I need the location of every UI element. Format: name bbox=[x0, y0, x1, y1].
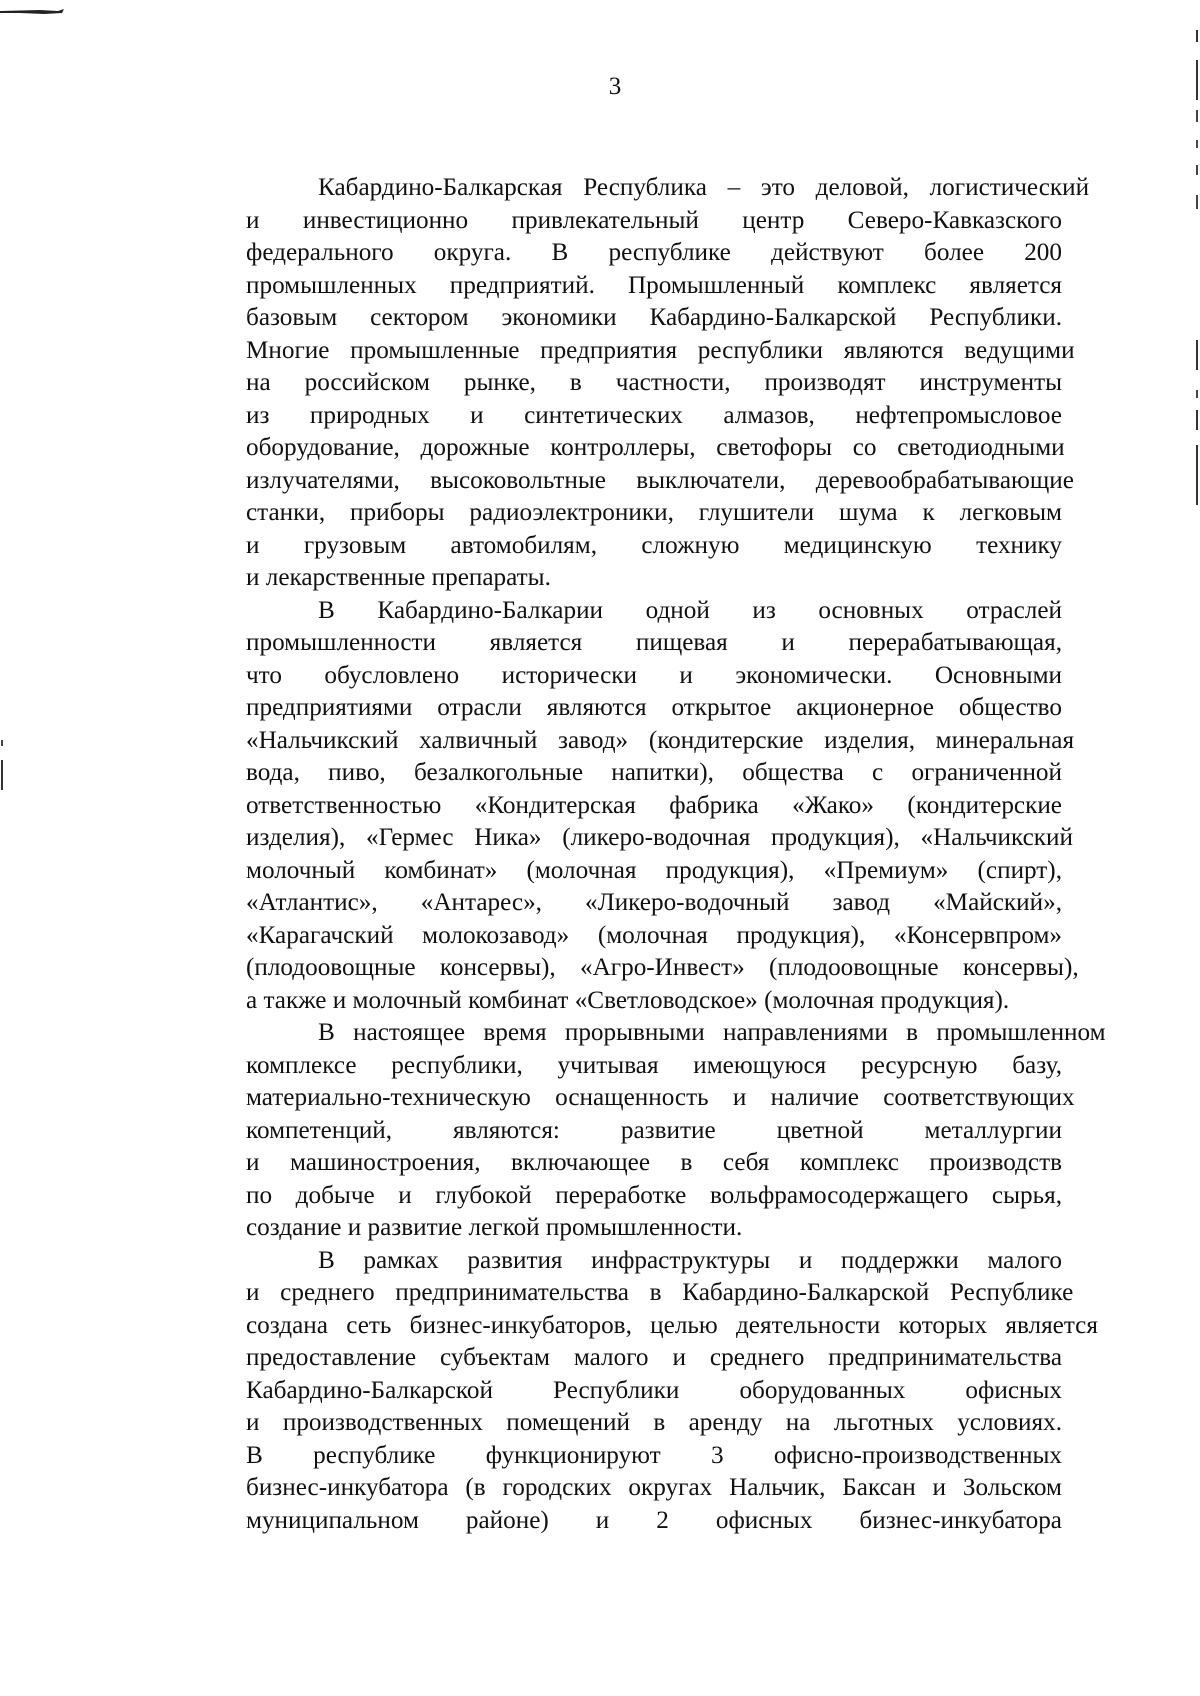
text-line: молочный комбинат» (молочная продукция), «Премиум» (спирт), bbox=[246, 856, 1062, 884]
text-line: «Карагачский молокозавод» (молочная продукция), «Консервпром» bbox=[246, 921, 1062, 949]
text-line: В рамках развития инфраструктуры и поддержки малого bbox=[318, 1246, 1062, 1274]
text-line: бизнес-инкубатора (в городских округах Нальчик, Баксан и Зольском bbox=[246, 1474, 1062, 1501]
text-line: станки, приборы радиоэлектроники, глушители шума к легковым bbox=[246, 499, 1062, 526]
text-line: на российском рынке, в частности, производят инструменты bbox=[246, 369, 1062, 396]
document-body bbox=[174, 172, 1106, 1537]
text-line: из природных и синтетических алмазов, нефтепромысловое bbox=[246, 401, 1062, 429]
text-line: и производственных помещений в аренду на льготных условиях. bbox=[246, 1409, 1062, 1436]
text-line: предприятиями отрасли являются открытое акционерное общество bbox=[246, 694, 1062, 721]
text-line: материально-техническую оснащенность и наличие соответствующих bbox=[246, 1084, 1075, 1111]
text-line: и грузовым автомобилям, сложную медицинскую технику bbox=[246, 531, 1062, 559]
text-line: что обусловлено исторически и экономически. Основными bbox=[246, 661, 1062, 689]
text-line: Кабардино-Балкарская Республика – это деловой, логистический bbox=[318, 174, 1090, 201]
page-number: 3 bbox=[608, 73, 622, 100]
text-line: вода, пиво, безалкогольные напитки), общества с ограниченной bbox=[246, 759, 1062, 786]
text-line: В республике функционируют 3 офисно-производственных bbox=[246, 1441, 1062, 1469]
text-line: «Нальчикский халвичный завод» (кондитерские изделия, минеральная bbox=[246, 726, 1075, 754]
text-line: а также и молочный комбинат «Светловодское» (молочная продукция). bbox=[246, 986, 1010, 1014]
text-line: (плодоовощные консервы), «Агро-Инвест» (плодоовощные консервы), bbox=[246, 954, 1079, 981]
paragraph-2 bbox=[174, 595, 1079, 1018]
text-line: промышленности является пищевая и перерабатывающая, bbox=[246, 629, 1062, 656]
text-line: В настоящее время прорывными направлениями в промышленном bbox=[318, 1019, 1106, 1046]
text-line: изделия), «Гермес Ника» (ликеро-водочная продукция), «Нальчикский bbox=[246, 824, 1073, 851]
scan-edge-marks bbox=[1186, 0, 1200, 1696]
text-line: создана сеть бизнес-инкубаторов, целью деятельности которых является bbox=[246, 1311, 1098, 1339]
text-line: и машиностроения, включающее в себя комплекс производств bbox=[246, 1149, 1062, 1176]
text-line: компетенций, являются: развитие цветной металлургии bbox=[246, 1116, 1062, 1144]
scan-left-edge-marks bbox=[0, 740, 6, 820]
text-line: оборудование, дорожные контроллеры, светофоры со светодиодными bbox=[246, 434, 1065, 461]
paragraph-1 bbox=[174, 172, 1090, 595]
text-line: излучателями, высоковольтные выключатели, деревообрабатывающие bbox=[246, 466, 1074, 494]
text-line: предоставление субъектам малого и среднего предпринимательства bbox=[246, 1344, 1062, 1371]
text-line: муниципальном районе) и 2 офисных бизнес-инкубатора bbox=[246, 1506, 1062, 1534]
paragraph-3 bbox=[174, 1017, 1106, 1245]
text-line: Многие промышленные предприятия республики являются ведущими bbox=[246, 336, 1075, 364]
text-line: по добыче и глубокой переработке вольфрамосодержащего сырья, bbox=[246, 1181, 1062, 1209]
text-line: создание и развитие легкой промышленности. bbox=[246, 1214, 743, 1241]
text-line: федерального округа. В республике действуют более 200 bbox=[246, 239, 1062, 266]
text-line: ответственностью «Кондитерская фабрика «Жако» (кондитерские bbox=[246, 791, 1062, 819]
text-line: и среднего предпринимательства в Кабардино-Балкарской Республике bbox=[246, 1279, 1074, 1306]
paragraph-4 bbox=[174, 1245, 1098, 1538]
text-line: и лекарственные препараты. bbox=[246, 564, 551, 591]
text-line: и инвестиционно привлекательный центр Северо-Кавказского bbox=[246, 206, 1062, 234]
text-line: «Атлантис», «Антарес», «Ликеро-водочный завод «Майский», bbox=[246, 889, 1062, 916]
text-line: Кабардино-Балкарской Республики оборудованных офисных bbox=[246, 1376, 1062, 1404]
scan-artifact-mark bbox=[0, 8, 64, 16]
text-line: промышленных предприятий. Промышленный комплекс является bbox=[246, 271, 1062, 299]
text-line: В Кабардино-Балкарии одной из основных отраслей bbox=[318, 596, 1062, 624]
text-line: базовым сектором экономики Кабардино-Балкарской Республики. bbox=[246, 304, 1062, 331]
text-line: комплексе республики, учитывая имеющуюся ресурсную базу, bbox=[246, 1051, 1062, 1079]
